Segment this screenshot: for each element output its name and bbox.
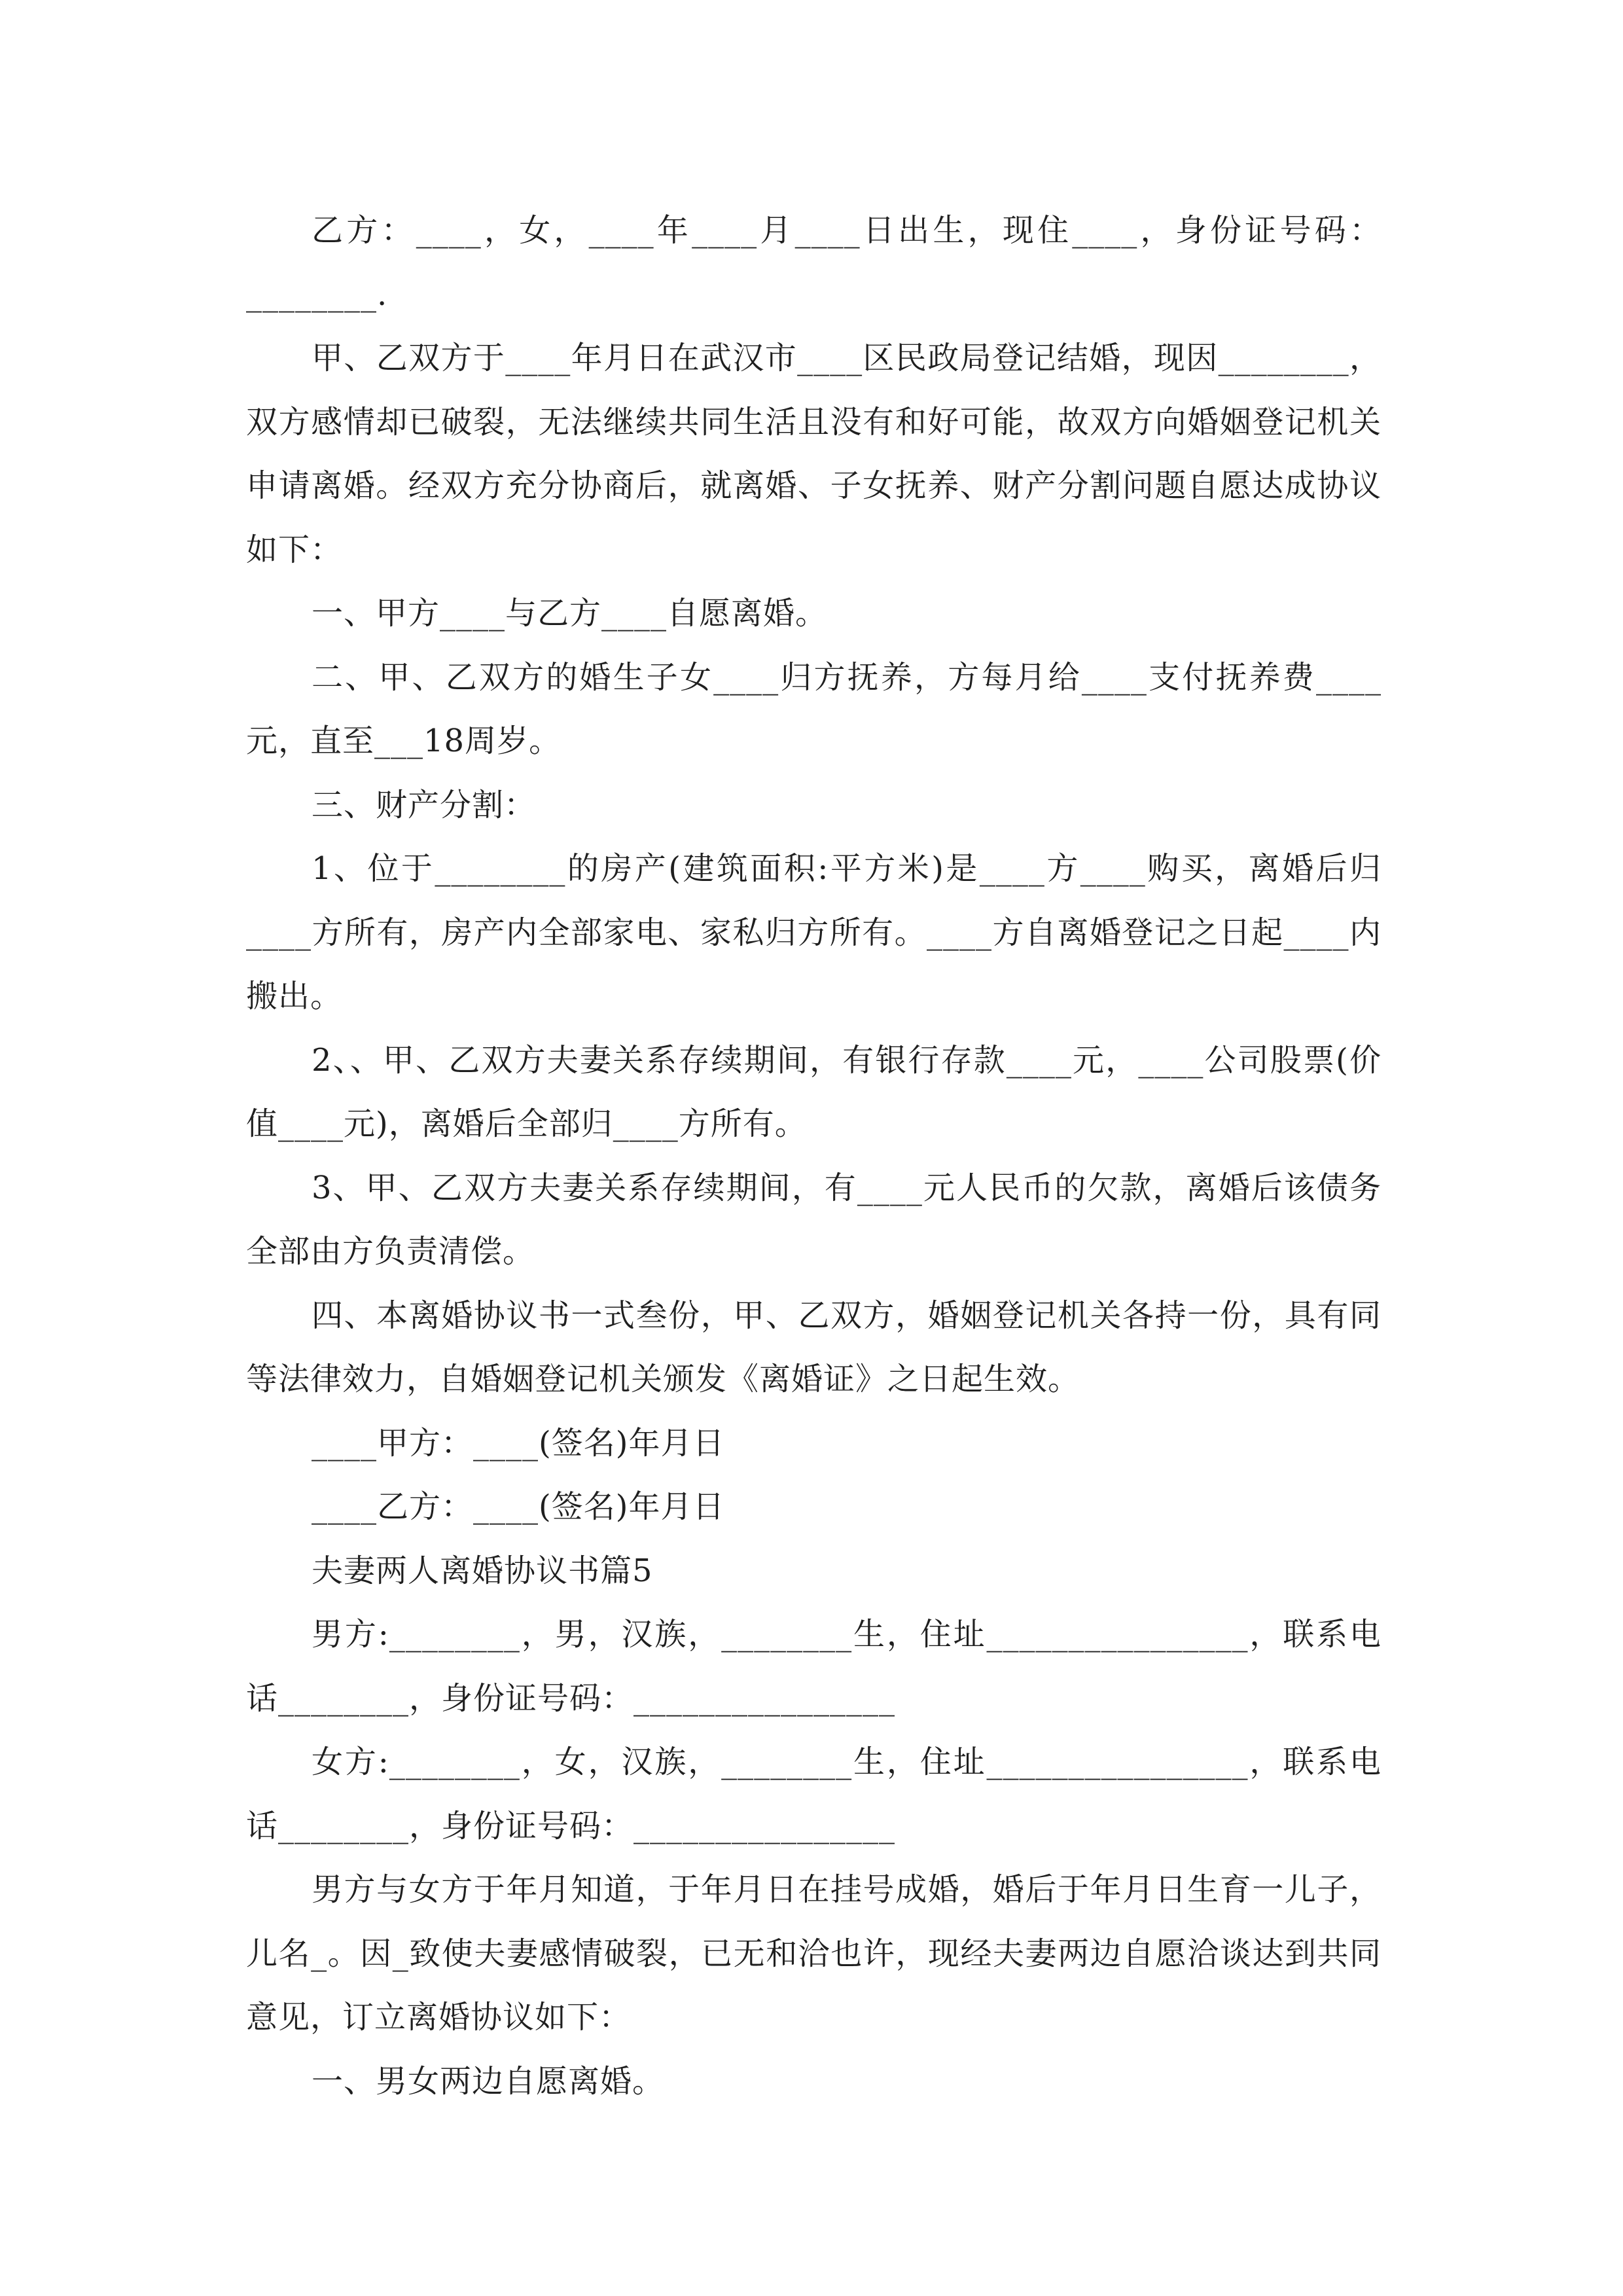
paragraph-clause-4: 四、本离婚协议书一式叁份，甲、乙双方，婚姻登记机关各持一份，具有同等法律效力，自婚姻登记机关颁发《离婚证》之日起生效。 bbox=[246, 1297, 1382, 1397]
section-title: 夫妻两人离婚协议书篇5 bbox=[312, 1552, 653, 1589]
paragraph-clause-2: 二、甲、乙双方的婚生子女____归方抚养，方每月给____支付抚养费____元，直至___18周岁。 bbox=[246, 658, 1382, 759]
paragraph-clause-1: 一、甲方____与乙方____自愿离婚。 bbox=[312, 595, 828, 632]
signature-line-party-b: ____乙方：____(签名)年月日 bbox=[312, 1488, 725, 1525]
signature-line-party-a: ____甲方：____(签名)年月日 bbox=[312, 1424, 725, 1462]
paragraph-clause-3-heading: 三、财产分割： bbox=[312, 786, 537, 823]
paragraph-clause-1-new: 一、男女两边自愿离婚。 bbox=[312, 2062, 665, 2100]
paragraph-party-b-info: 乙方：____，女，____年____月____日出生，现住____，身份证号码：________. bbox=[246, 212, 1382, 313]
paragraph-female-info: 女方:________，女，汉族，________生，住址________________，联系电话________，身份证号码：________________ bbox=[246, 1744, 1382, 1844]
paragraph-marriage-history: 男方与女方于年月知道，于年月日在挂号成婚，婚后于年月日生育一儿子，儿名_。因_致使夫妻感情破裂，已无和洽也许，现经夫妻两边自愿洽谈达到共同意见，订立离婚协议如下： bbox=[246, 1871, 1382, 2036]
paragraph-property-2: 2、、甲、乙双方夫妻关系存续期间，有银行存款____元，____公司股票(价值____元)，离婚后全部归____方所有。 bbox=[246, 1041, 1382, 1142]
document-body bbox=[246, 199, 1382, 2113]
paragraph-male-info: 男方:________，男，汉族，________生，住址________________，联系电话________，身份证号码：________________ bbox=[246, 1616, 1382, 1717]
paragraph-property-3: 3、甲、乙双方夫妻关系存续期间，有____元人民币的欠款，离婚后该债务全部由方负责清偿。 bbox=[246, 1169, 1382, 1270]
paragraph-marriage-background: 甲、乙双方于____年月日在武汉市____区民政局登记结婚，现因________，双方感情却已破裂，无法继续共同生活且没有和好可能，故双方向婚姻登记机关申请离婚。经双方充分协商后，就离婚、子女抚养、财产分割问题自愿达成协议如下： bbox=[246, 340, 1382, 568]
paragraph-property-1: 1、位于________的房产(建筑面积:平方米)是____方____购买，离婚后归____方所有，房产内全部家电、家私归方所有。____方自离婚登记之日起____内搬出。 bbox=[246, 850, 1382, 1014]
